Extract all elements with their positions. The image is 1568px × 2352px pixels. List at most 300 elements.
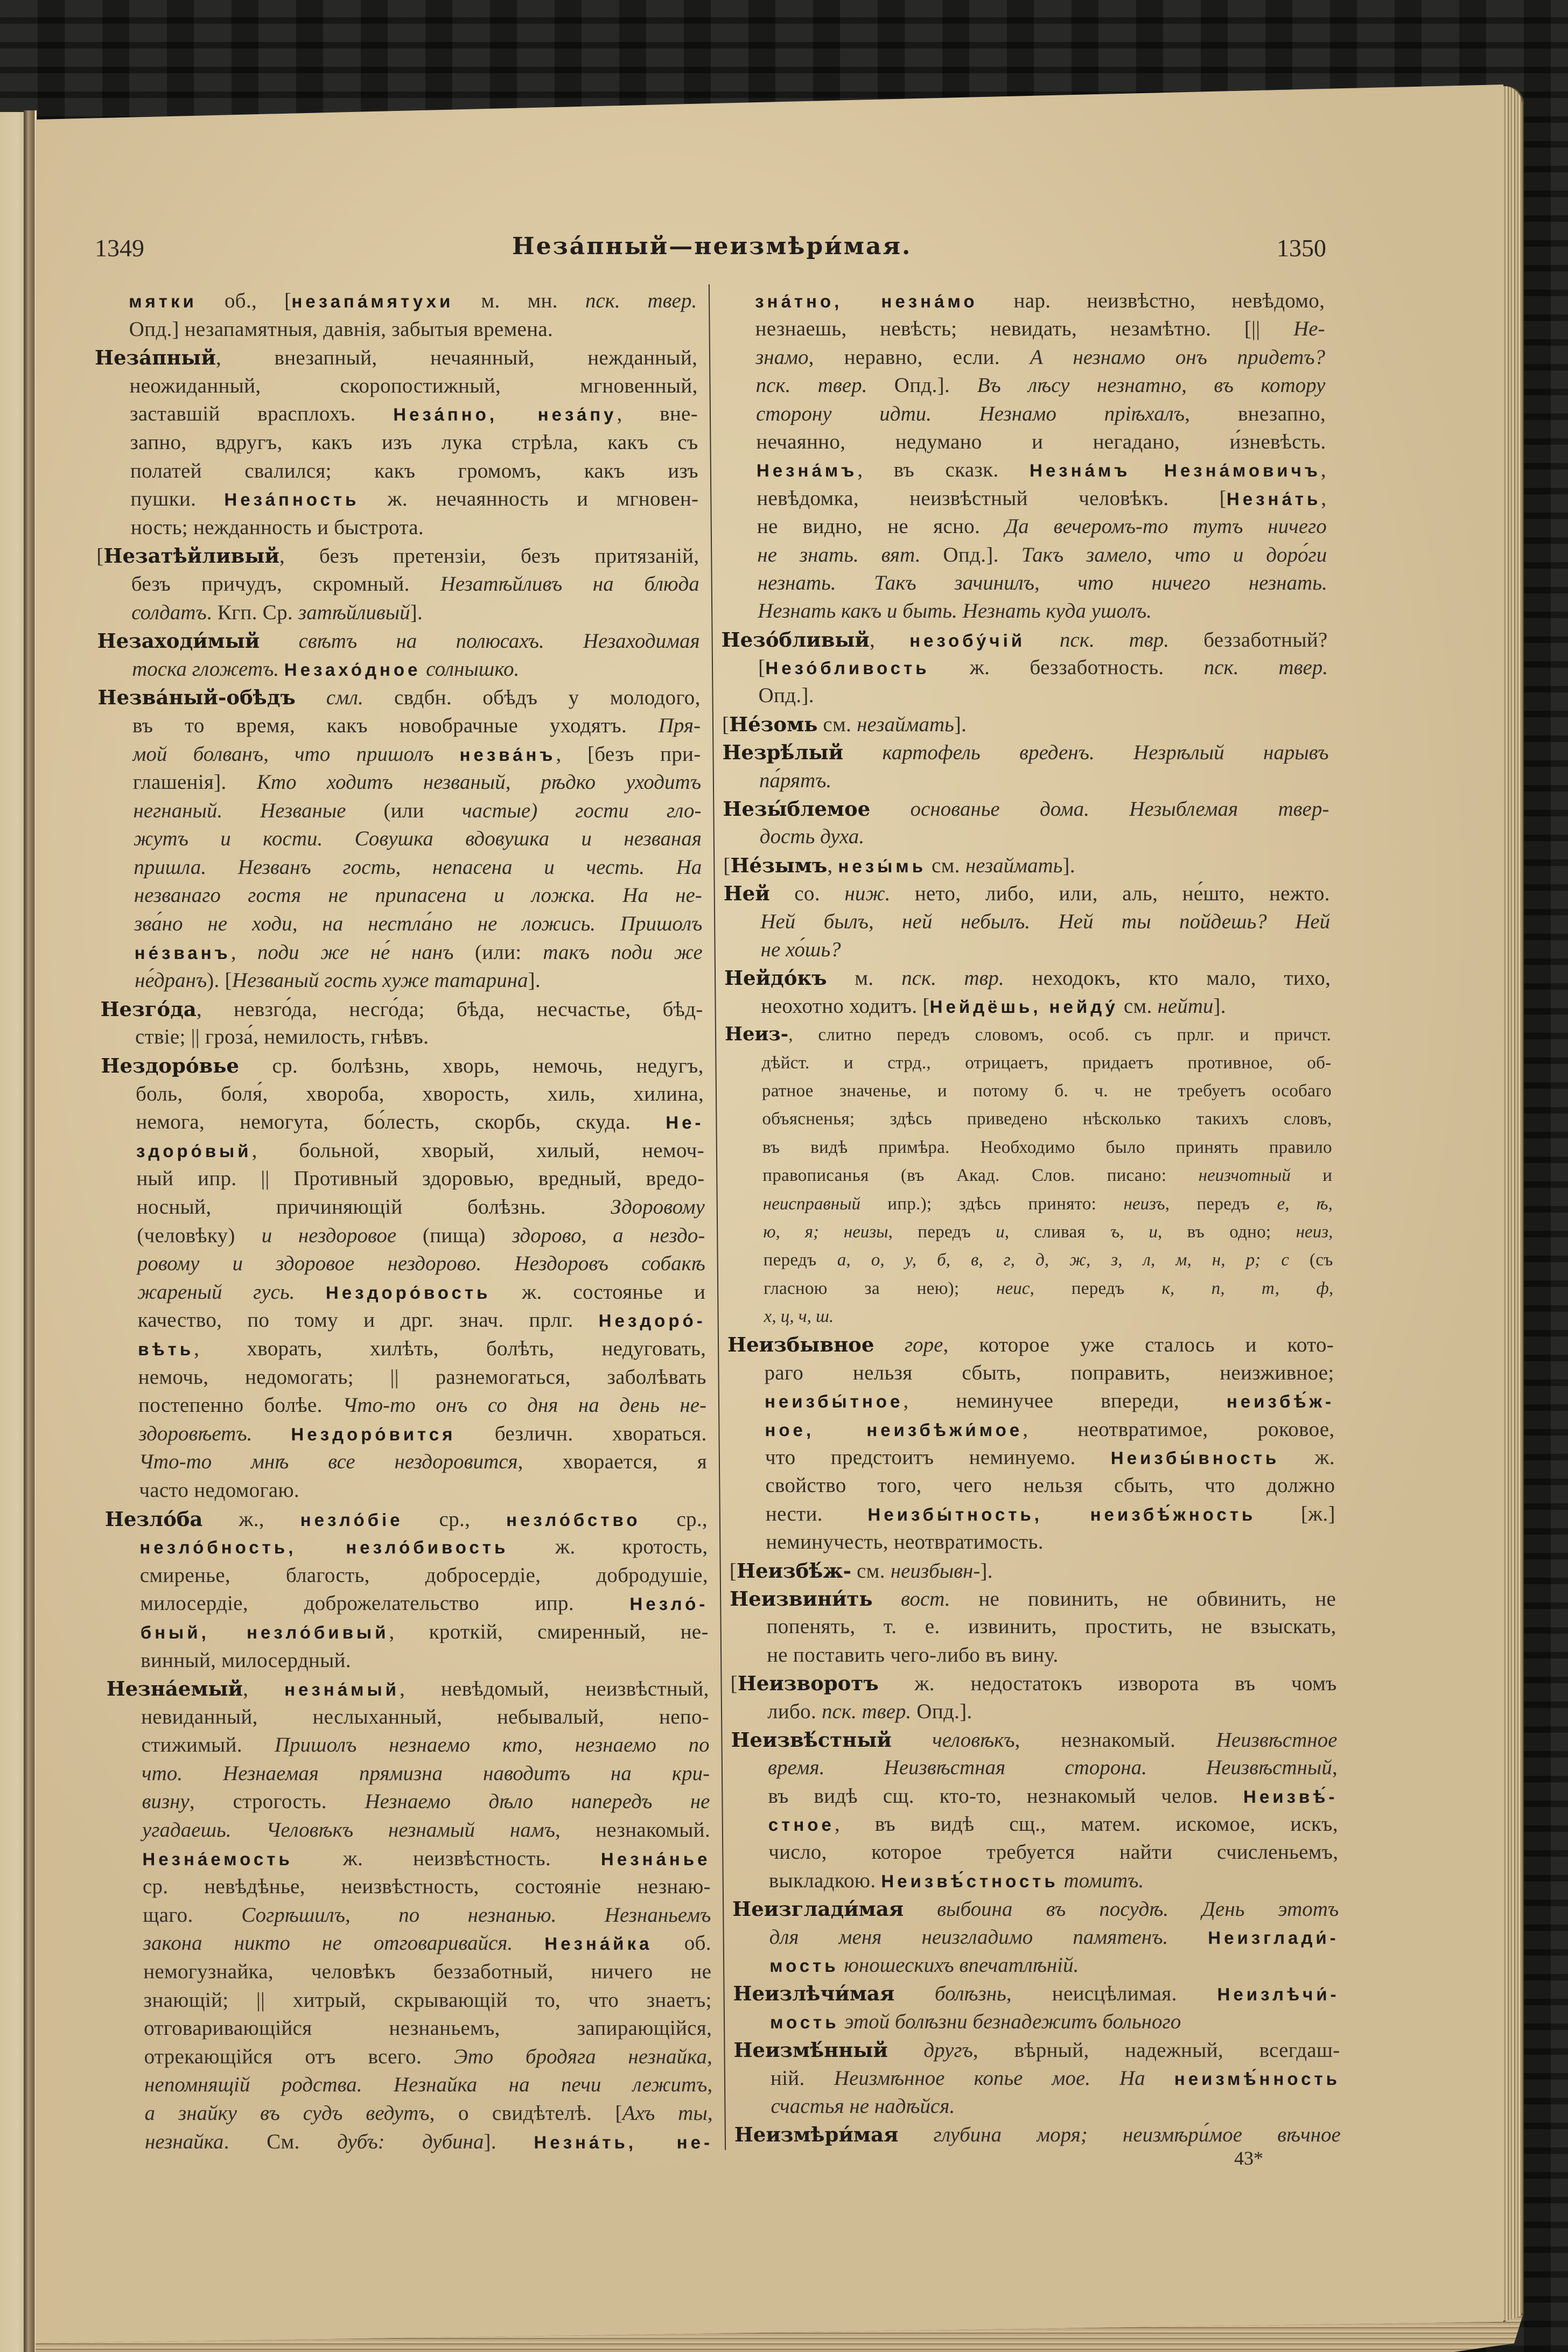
body-text: ж. кротость,	[508, 1535, 708, 1559]
italic-example: пришла. Незванъ гость, непасена и честь. На	[134, 855, 702, 879]
text-line	[96, 485, 698, 514]
body-text: заставшій врасплохъ.	[129, 402, 394, 426]
italic-example: дость духа.	[759, 825, 865, 849]
spaced-bold-term: неизбѣ́ж-	[1226, 1391, 1335, 1412]
body-text: щаго.	[143, 1903, 242, 1927]
spaced-bold-term: незна́мый	[284, 1679, 400, 1700]
text-line	[734, 2120, 1341, 2148]
spaced-bold-term: Неизлѣчи́-	[1217, 1984, 1340, 2005]
italic-example: пск. твер.	[755, 374, 894, 397]
body-text: [	[729, 1559, 737, 1583]
body-text: ратное значенье, и потому б. ч. не требуетъ особаго	[761, 1081, 1332, 1101]
text-line	[95, 429, 698, 457]
italic-example: пск. твер.	[585, 289, 697, 312]
italic-example: угадаешь. Человѣкъ незнамый намъ	[142, 1818, 556, 1842]
spaced-bold-term: мость	[769, 1956, 839, 1976]
body-text: , передъ	[1165, 1194, 1277, 1214]
body-text: ж. недостатокъ изворота въ чомъ	[878, 1672, 1337, 1696]
body-text: , вѣрный, надежный, всегдаш-	[972, 2039, 1340, 2062]
italic-example: неисправный	[762, 1194, 861, 1214]
spaced-bold-term: стное	[768, 1815, 835, 1835]
text-line	[733, 1951, 1339, 1979]
italic-example: е, ѣ,	[1277, 1194, 1333, 1214]
text-line	[98, 740, 701, 769]
italic-example: тоска гложетъ.	[131, 657, 284, 681]
body-text: , внезапный, нечаянный, нежданный,	[215, 346, 698, 370]
text-line	[726, 1190, 1333, 1218]
body-text: , передъ	[888, 1222, 996, 1242]
headword: Не́зомь	[729, 712, 818, 736]
body-text: , въ одно;	[1157, 1222, 1296, 1242]
text-line	[109, 2014, 712, 2043]
text-line	[100, 910, 702, 939]
text-line	[726, 1246, 1333, 1274]
text-line	[95, 372, 697, 401]
text-line	[106, 1618, 708, 1647]
body-text: нето, либо, или, аль, не́што, нежто.	[890, 882, 1330, 906]
body-text: ,	[1321, 486, 1327, 510]
body-text: . См.	[223, 2130, 338, 2153]
text-line	[724, 992, 1331, 1020]
signature-mark: 43*	[1234, 2147, 1263, 2169]
italic-example: Ней былъ, ней небылъ. Ней ты пойдешь? Ней	[760, 909, 1331, 933]
body-text: ж.	[1279, 1446, 1335, 1469]
headword: Нездоро́вье	[101, 1054, 240, 1078]
text-line	[729, 1528, 1335, 1556]
body-text: ,	[869, 628, 910, 652]
text-line	[105, 1505, 708, 1534]
body-text: см.	[851, 1559, 891, 1583]
italic-example: сторону идти. Незнамо пріѣхалъ	[755, 402, 1185, 425]
italic-example: закона никто не отговаривайся.	[143, 1931, 545, 1955]
spaced-bold-term: незло́біе	[300, 1509, 403, 1530]
body-text: об.	[652, 1931, 711, 1955]
headword: Незатѣйливый	[103, 544, 280, 568]
body-text: ].	[1213, 994, 1226, 1018]
spaced-bold-term: незапа́мятухи	[291, 291, 454, 311]
body-text: не повинить, не обвинить, не	[950, 1587, 1336, 1611]
text-line	[722, 654, 1328, 682]
headword: Незго́да	[100, 997, 197, 1021]
italic-example: Неизвѣстное	[1216, 1728, 1338, 1752]
text-line	[110, 2128, 713, 2157]
text-line	[100, 967, 703, 995]
text-line	[102, 1222, 705, 1250]
body-text: , невѣдомый, неизвѣстный,	[399, 1677, 709, 1701]
body-text: раго нельзя сбыть, поправить, неизживное;	[764, 1361, 1334, 1384]
body-text: ). [	[206, 969, 233, 992]
text-line	[101, 1080, 704, 1109]
spaced-bold-term: бный, незло́бивый	[140, 1622, 389, 1642]
text-line	[99, 853, 702, 882]
text-line	[726, 1161, 1332, 1189]
headword: Незаходи́мый	[97, 629, 260, 653]
body-text: , невзго́да, несго́да; бѣда, несчастье, бѣд-	[196, 997, 703, 1021]
italic-example: неиз,	[1296, 1222, 1333, 1242]
body-text: выкладкою.	[768, 1868, 881, 1892]
text-line	[731, 1754, 1338, 1782]
headword: Неизбывное	[727, 1333, 874, 1357]
text-line	[723, 795, 1329, 823]
body-text: правописанья (въ Акад. Слов. писано:	[762, 1166, 1199, 1186]
body-text: , неравно, если.	[808, 345, 1031, 369]
body-text: , неминучее впереди,	[903, 1389, 1227, 1413]
body-text: [ж.]	[1256, 1502, 1335, 1525]
body-text: , строгость.	[189, 1790, 365, 1814]
text-line	[727, 1303, 1333, 1331]
body-text: , въ сказк.	[857, 458, 1030, 482]
body-text: . Кгп. Ср.	[206, 600, 299, 624]
italic-example: глубина моря; неизмѣри́мое вѣчное	[898, 2123, 1341, 2147]
text-line	[99, 797, 701, 825]
body-text: м. мн.	[453, 289, 586, 312]
body-text: боль, боля́, хвороба, хворость, хиль, хилина,	[135, 1082, 704, 1105]
body-text: см.	[1118, 994, 1158, 1018]
body-text: ср.,	[403, 1507, 507, 1531]
body-text: ж.,	[202, 1507, 300, 1531]
italic-example: пск. твер.	[821, 1699, 912, 1723]
body-text: милосердіе, доброжелательство ипр.	[140, 1592, 630, 1615]
italic-example: солнышко.	[421, 657, 520, 681]
spaced-bold-term: Незло́-	[629, 1594, 709, 1614]
spaced-bold-term: Нейдёшь, нейду́	[929, 996, 1118, 1017]
text-line	[103, 1250, 705, 1278]
body-text: часто недомогаю.	[139, 1478, 300, 1502]
spaced-bold-term: Незо́бливость	[765, 658, 930, 678]
page-number-right: 1350	[1277, 234, 1326, 262]
body-text: отрекающійся отъ всего.	[144, 2045, 454, 2068]
spaced-bold-term: незы́мь	[838, 856, 927, 876]
text-line	[724, 908, 1330, 936]
body-text: см.	[926, 853, 965, 877]
text-line	[106, 1590, 708, 1618]
text-line	[106, 1675, 709, 1703]
italic-example: основанье дома. Незыблемая твер-	[870, 797, 1329, 821]
text-line	[103, 1363, 706, 1392]
body-text: ].	[954, 712, 967, 736]
text-line	[720, 569, 1327, 597]
text-line	[724, 964, 1331, 992]
spaced-bold-term: ное, неизбѣжи́мое	[765, 1419, 1023, 1440]
body-text: , кроткій, смиренный, не-	[389, 1620, 709, 1643]
spaced-bold-term: незло́бство	[506, 1509, 641, 1530]
body-text: ].	[484, 2130, 534, 2153]
italic-example: мой болванъ, что пришолъ	[132, 742, 460, 766]
italic-example: пск. твр.	[1025, 628, 1170, 652]
italic-example: частые) гости гло-	[461, 799, 702, 822]
body-text: ср.,	[640, 1507, 708, 1531]
headword: Неизглади́мая	[732, 1897, 904, 1921]
italic-example: горе	[874, 1333, 943, 1357]
body-text: невѣдомка, неизвѣстный человѣкъ. [	[757, 486, 1227, 510]
italic-example: дубъ: дубина	[337, 2130, 484, 2153]
italic-example: Пришолъ незнаемо кто, незнаемо по	[274, 1733, 710, 1757]
italic-example: Такъ замело, что и доро́ги	[1021, 543, 1327, 566]
body-text: въ видѣ сщ. кто-то, незнакомый челов.	[768, 1784, 1244, 1808]
spaced-bold-term: Не-	[666, 1112, 704, 1133]
text-line	[104, 1420, 706, 1448]
text-line	[725, 1049, 1331, 1077]
text-line	[720, 541, 1327, 569]
text-line	[101, 1023, 703, 1052]
italic-example: не знать. вят.	[757, 543, 943, 566]
body-text: объясненья; здѣсь приведено нѣсколько такихъ словъ,	[762, 1109, 1332, 1129]
body-text: (или:	[474, 940, 543, 964]
body-text: ж. неизвѣстность.	[292, 1846, 601, 1870]
text-line	[107, 1760, 710, 1788]
text-line	[109, 2043, 712, 2071]
text-line	[95, 400, 698, 429]
spaced-bold-term: Нездоро́-	[598, 1311, 706, 1331]
italic-example: здорово, а нездо-	[512, 1223, 705, 1247]
italic-example: Незваный гость хуже татарина	[232, 969, 528, 992]
italic-example: юношескихъ впечатлѣній.	[838, 1954, 1079, 1977]
text-line	[100, 881, 702, 910]
italic-example: время. Неизвѣстная сторона. Неизвѣстный	[767, 1756, 1333, 1780]
spaced-bold-term: не́званъ	[134, 942, 231, 963]
italic-example: негнаный. Незваные	[133, 799, 384, 822]
body-text: , незнакомый.	[1014, 1728, 1216, 1752]
text-line	[734, 2092, 1340, 2120]
text-line	[720, 513, 1327, 541]
text-line	[96, 542, 699, 570]
text-line	[722, 682, 1328, 710]
body-text: ,	[1320, 458, 1327, 482]
body-text: въ видѣ примѣра. Необходимо было принять правило	[762, 1137, 1333, 1157]
body-text: немога, немогута, бо́лесть, скорбь, скуда.	[136, 1110, 666, 1134]
headword: Неизвѣ́стный	[731, 1727, 892, 1752]
italic-example: незнайка	[144, 2130, 224, 2153]
italic-example: смл.	[295, 686, 363, 710]
body-text: нести.	[765, 1502, 868, 1525]
text-line	[730, 1641, 1336, 1669]
text-line	[94, 316, 697, 344]
body-text: отговаривающійся незнаньемъ, запирающійся,	[143, 2017, 712, 2040]
body-text: ].	[980, 1559, 993, 1583]
spaced-bold-term: Незна́йка	[544, 1934, 653, 1954]
body-text: ж. состоянье и	[491, 1280, 706, 1304]
text-line	[104, 1448, 707, 1476]
body-text: пушки.	[130, 487, 225, 511]
text-line	[732, 1810, 1338, 1838]
headword: Неизмѣ́нный	[733, 2038, 888, 2062]
text-line	[110, 2099, 712, 2128]
text-line	[102, 1165, 704, 1193]
body-text: запно, вдругъ, какъ изъ лука стрѣла, какъ съ	[130, 430, 698, 454]
text-line	[720, 485, 1326, 513]
text-line	[727, 1331, 1334, 1359]
body-text: ].	[410, 600, 423, 624]
text-line	[730, 1669, 1336, 1697]
text-line	[725, 1105, 1332, 1133]
spaced-bold-term: Нездоро́вится	[291, 1424, 456, 1444]
body-text: неохотно ходитъ. [	[761, 994, 930, 1018]
body-text: , неотвратимое, роковое,	[1022, 1417, 1335, 1441]
italic-example: Пря-	[658, 713, 701, 737]
text-line	[728, 1416, 1334, 1444]
body-text: немогузнайка, человѣкъ беззаботный, ничего не	[143, 1960, 712, 1984]
text-line	[723, 823, 1329, 851]
body-text: винный, милосердный.	[140, 1648, 352, 1672]
body-text: , о свидѣтелѣ. [	[429, 2102, 622, 2125]
headword: Неза́пный	[94, 346, 216, 370]
body-text: ствіе; || гроза́, немилость, гнѣвъ.	[135, 1025, 429, 1049]
spaced-bold-term: Незна́мъ Незна́мовичъ	[1029, 460, 1321, 481]
text-line	[720, 456, 1326, 484]
spaced-bold-term: Незахо́дное	[284, 659, 421, 680]
body-text: постепенно болѣе.	[138, 1394, 343, 1417]
italic-example: что. Незнаемая прямизна наводитъ на кри-	[141, 1761, 710, 1785]
body-text: незнаешь, невѣсть; невидать, незамѣтно. [||	[755, 317, 1294, 341]
text-line	[97, 627, 699, 655]
body-text: неминучесть, неотвратимость.	[766, 1530, 1044, 1554]
text-line	[109, 1958, 711, 1986]
body-text: [	[96, 544, 104, 568]
italic-example: жутъ и кости. Совушка вдовушка и незваная	[133, 827, 702, 851]
body-text: смиренье, благость, добросердіе, добродушіе,	[139, 1563, 708, 1587]
text-line	[98, 712, 701, 740]
text-line	[107, 1788, 710, 1816]
spaced-bold-term: Неизвѣ́стность	[881, 1871, 1059, 1891]
body-text: дѣйст. и стрд., отрицаетъ, придаетъ противное, об-	[761, 1053, 1332, 1073]
body-text: Опд.].	[894, 374, 977, 397]
spaced-bold-term: Незна́ть	[1226, 488, 1321, 509]
body-text: Опд.] незапамятныя, давнія, забытыя времена.	[129, 317, 554, 341]
headword: Незна́емый	[106, 1677, 243, 1701]
italic-example: счастья не надѣйся.	[771, 2095, 955, 2118]
body-text: , хворается, я	[517, 1450, 708, 1474]
italic-example: для меня неизгладимо памятенъ.	[769, 1925, 1208, 1949]
headword: Неизлѣчи́мая	[733, 1982, 895, 2006]
body-text: что предстоитъ неминуемо.	[765, 1446, 1111, 1469]
body-text: [	[758, 656, 766, 680]
body-text: число, которое требуется найти счисленьемъ,	[768, 1840, 1339, 1864]
text-line	[721, 626, 1327, 654]
headword: Незрѣ́лый	[722, 740, 844, 765]
text-line	[732, 1895, 1339, 1923]
body-text: Опд.].	[911, 1699, 972, 1723]
italic-example: Что-то онъ со дня на день не-	[342, 1394, 707, 1417]
body-text: гласною за нею);	[763, 1278, 997, 1298]
spaced-bold-term: незва́нъ	[459, 744, 556, 765]
body-text: см.	[817, 712, 857, 736]
italic-example: Да вечеромъ-то тутъ ничего	[1005, 515, 1327, 538]
italic-example: Это бродяга незнайка,	[453, 2045, 712, 2068]
text-line	[719, 344, 1325, 372]
italic-example: и нездоровое	[261, 1223, 423, 1247]
text-line	[102, 1137, 704, 1165]
italic-example: болѣзнь	[894, 1982, 1007, 2006]
spaced-bold-term: незло́бность, незло́бивость	[139, 1537, 509, 1558]
text-line	[110, 2071, 712, 2099]
italic-example: другъ	[887, 2039, 974, 2062]
body-text: носный, причиняющій болѣзнь.	[136, 1195, 611, 1219]
text-line	[726, 1218, 1333, 1246]
spaced-bold-term: мятки	[128, 291, 197, 311]
text-line	[719, 372, 1325, 400]
text-line	[101, 1108, 704, 1137]
body-text: не видно, не ясно.	[757, 515, 1005, 538]
text-line	[106, 1562, 708, 1590]
italic-example: Ахъ ты,	[622, 2102, 713, 2125]
spaced-bold-term: Нездоро́вость	[325, 1282, 491, 1303]
body-text: ср. невѣдѣнье, неизвѣстность, состояніе незнаю-	[142, 1875, 711, 1899]
body-text: въ то время, какъ новобрачные уходятъ.	[132, 713, 659, 737]
body-text: , въ видѣ сщ., матем. искомое, искъ,	[834, 1812, 1339, 1836]
text-line	[731, 1782, 1338, 1810]
body-text: либо.	[767, 1699, 822, 1723]
text-line	[100, 995, 703, 1024]
italic-example: Здоровому	[610, 1195, 705, 1219]
body-text: невиданный, неслыханный, небывалый, непо-	[141, 1705, 710, 1728]
text-line	[731, 1698, 1337, 1726]
spaced-bold-term: Неизвѣ́-	[1243, 1786, 1338, 1807]
italic-example: незнать. Такъ зачинилъ, что ничего незнать.	[757, 571, 1327, 594]
headword: Неизвини́ть	[729, 1586, 873, 1611]
body-text: не поставить чего-либо въ вину.	[766, 1643, 1059, 1667]
italic-example: этой болѣзни безнадежитъ больного	[839, 2010, 1181, 2033]
body-text: нечаянно, недумано и негадано, и́зневѣсть.	[756, 430, 1326, 453]
body-text: ср. болѣзнь, хворь, немочь, недугъ,	[239, 1054, 704, 1078]
body-text: , вне-	[617, 402, 698, 426]
text-line	[109, 1929, 711, 1958]
italic-example: Согрѣшилъ, по незнанью. Незнаньемъ	[241, 1903, 711, 1927]
italic-example: незаймать	[856, 712, 954, 736]
spaced-bold-term: Неизглади́-	[1208, 1927, 1339, 1948]
body-text: ипр.); здѣсь принято:	[860, 1194, 1124, 1214]
spaced-bold-term: незобу́чій	[909, 630, 1026, 650]
text-line	[733, 2036, 1340, 2064]
text-line	[730, 1585, 1336, 1613]
body-text: свдбн. обѣдъ у молодого,	[363, 686, 701, 710]
body-text: стижимый.	[141, 1733, 275, 1757]
headword: Неизмѣри́мая	[734, 2123, 899, 2147]
italic-example: А незнамо онъ придетъ?	[1030, 345, 1326, 369]
text-line	[97, 570, 699, 599]
body-text: (съ	[1309, 1250, 1333, 1270]
headword: Ней	[723, 881, 770, 906]
spaced-bold-term: Незна́ть, не-	[534, 2132, 713, 2152]
spaced-bold-term: здоро́вый	[136, 1140, 252, 1161]
spaced-bold-term: Незна́мъ	[756, 460, 858, 481]
text-line	[731, 1726, 1337, 1754]
body-text: , [безъ при-	[556, 742, 701, 766]
italic-example: солдатъ	[131, 600, 207, 624]
italic-example: выбоина въ посудѣ. День этотъ	[903, 1898, 1339, 1921]
italic-example: свѣтъ на полюсахъ. Незаходимая	[260, 629, 700, 653]
body-text: знающій; || хитрый, скрывающій то, что знаетъ;	[143, 1988, 712, 2012]
body-text: (или	[383, 799, 463, 822]
italic-example: незаймать	[965, 853, 1063, 877]
body-text: [	[730, 1672, 738, 1696]
spaced-bold-term: вѣть	[137, 1339, 194, 1359]
text-line	[719, 400, 1326, 428]
text-line	[108, 1845, 710, 1873]
text-line	[732, 1838, 1338, 1866]
italic-example: а, о, у, б, в, г, д, ж, з, л, м, н, р; с	[837, 1250, 1310, 1270]
body-text: , неисцѣлимая.	[1006, 1982, 1217, 2006]
text-line	[725, 1020, 1331, 1048]
italic-example: не хо́шь?	[760, 937, 841, 961]
italic-example: картофель вреденъ. Незрѣлый нарывъ	[843, 741, 1329, 765]
column-left	[94, 287, 713, 2156]
spaced-bold-term: мость	[769, 2012, 839, 2032]
italic-example: неис	[996, 1278, 1030, 1298]
italic-example: непомнящій родства. Незнайка на печи лежитъ,	[144, 2073, 713, 2097]
text-line	[103, 1306, 705, 1335]
spaced-bold-term: Незна́нье	[600, 1849, 711, 1869]
body-text: ный ипр. || Противный здоровью, вредный, вредо-	[136, 1167, 705, 1191]
